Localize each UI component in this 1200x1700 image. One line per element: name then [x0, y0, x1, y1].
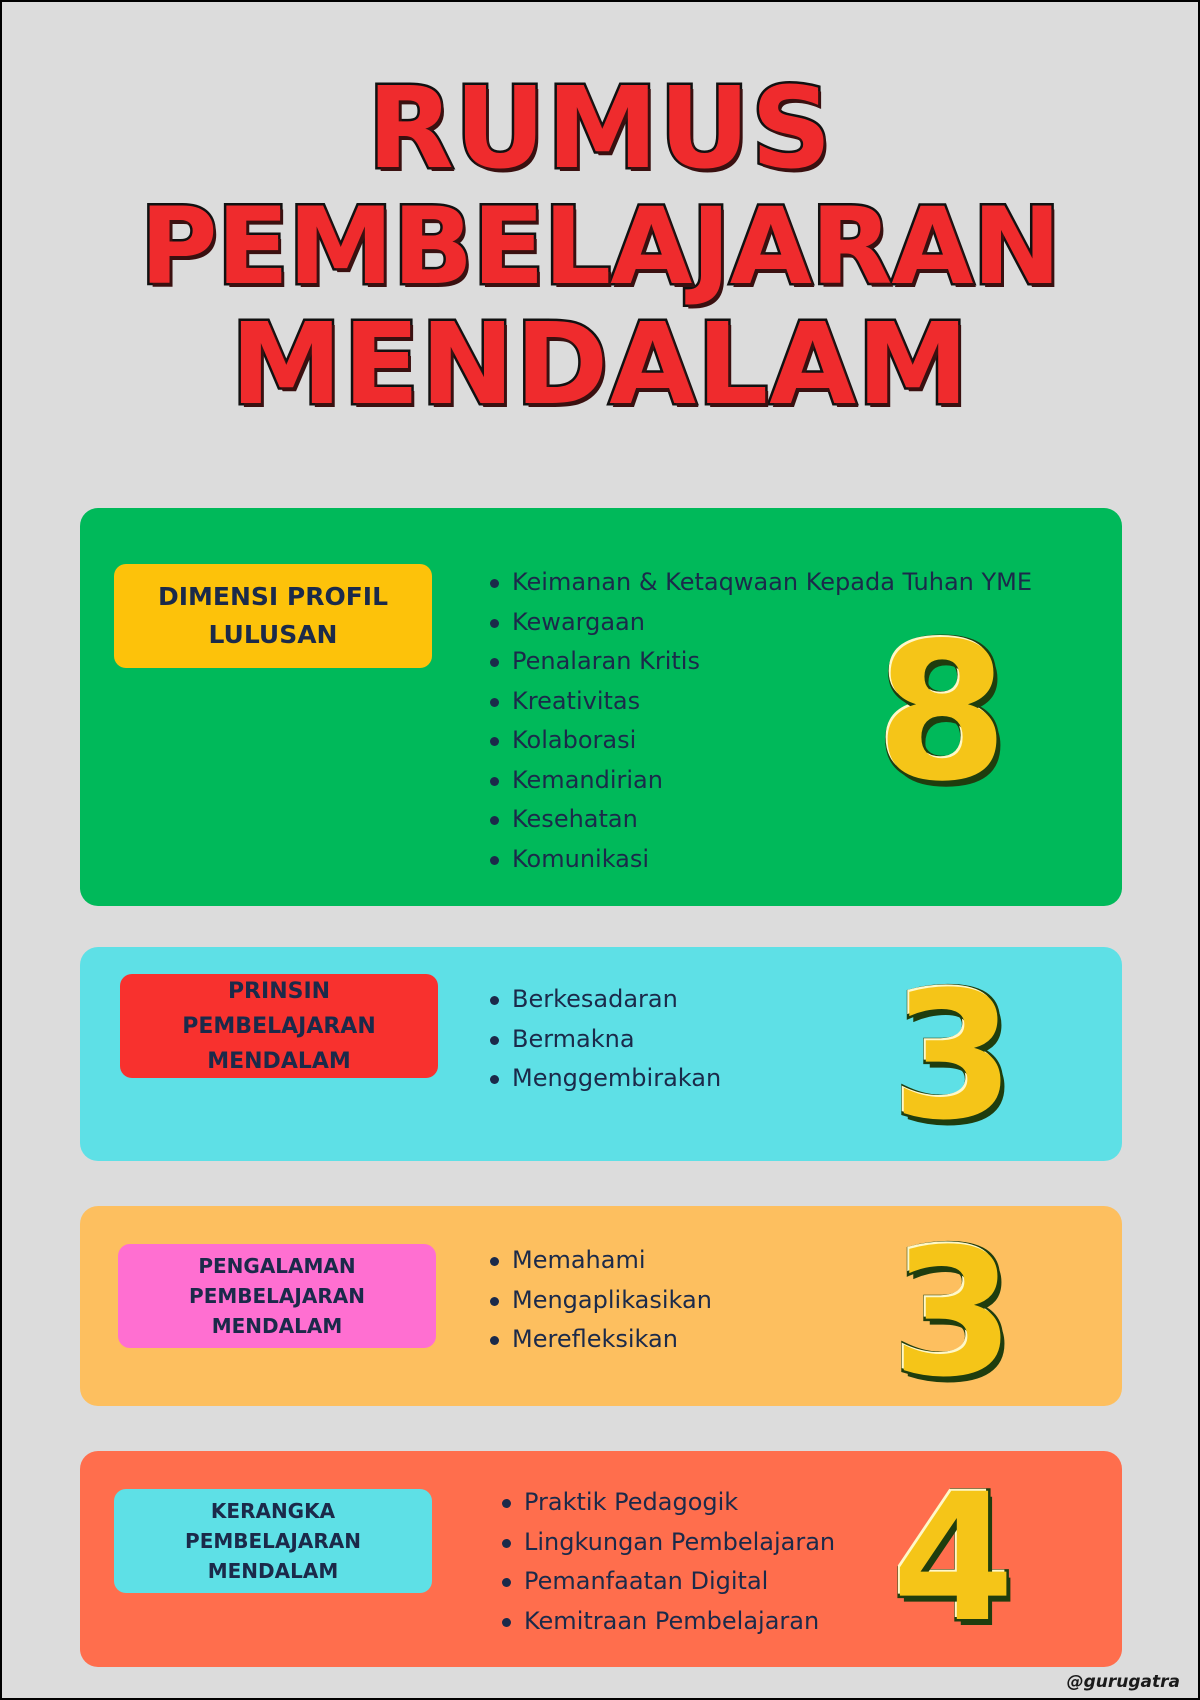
title-block [2, 64, 1198, 430]
section-label: PENGALAMAN PEMBELAJARAN MENDALAM [118, 1244, 436, 1348]
bullet-dot [502, 1578, 511, 1587]
bullet-dot [490, 816, 499, 825]
list-item [490, 980, 721, 1020]
bullet-dot [490, 1036, 499, 1045]
count-number: 8 [876, 602, 1009, 823]
list-item-text: Mengaplikasikan [512, 1285, 712, 1314]
list-item [502, 1602, 835, 1642]
bullet-dot [490, 777, 499, 786]
count-number: 3 [892, 954, 1015, 1159]
list-item-text: Memahami [512, 1246, 646, 1274]
list-item-text: Praktik Pedagogik [524, 1488, 739, 1516]
section-prinsip-pembelajaran [80, 947, 1122, 1161]
section-pengalaman-pembelajaran [80, 1206, 1122, 1416]
list-item-text: Merefleksikan [512, 1325, 678, 1353]
item-list [490, 980, 721, 1099]
title-line-3: MENDALAM [230, 300, 970, 430]
section-label: PRINSIN PEMBELAJARAN MENDALAM [120, 974, 438, 1078]
list-item-text: Menggembirakan [512, 1064, 722, 1092]
bullet-dot [490, 698, 499, 707]
list-item [490, 1320, 712, 1360]
list-item [490, 1020, 721, 1060]
list-item-text: Lingkungan Pembelajaran [524, 1527, 836, 1556]
list-item-text: Bermakna [512, 1024, 635, 1053]
bullet-dot [490, 579, 499, 588]
list-item-text: Kewargaan [512, 607, 645, 636]
item-list [490, 1241, 712, 1360]
list-item [502, 1562, 835, 1602]
bullet-dot [490, 996, 499, 1005]
section-label: DIMENSI PROFIL LULUSAN [114, 564, 432, 668]
list-item-text: Kesehatan [512, 805, 638, 833]
section-dimensi-profil-lulusan [80, 508, 1122, 906]
title-line-2: PEMBELAJARAN [139, 185, 1061, 308]
bullet-dot [490, 619, 499, 628]
item-list [502, 1483, 835, 1641]
list-item-text: Kolaborasi [512, 726, 637, 754]
bullet-dot [490, 1257, 499, 1266]
list-item-text: Kemandirian [512, 765, 663, 794]
bullet-dot [502, 1618, 511, 1627]
title-line-1: RUMUS [367, 64, 833, 194]
list-item [502, 1523, 835, 1563]
bullet-dot [502, 1539, 511, 1548]
bullet-dot [502, 1499, 511, 1508]
infographic-page [2, 2, 1198, 1698]
bullet-dot [490, 658, 499, 667]
list-item [490, 1059, 721, 1099]
list-item-text: Berkesadaran [512, 985, 678, 1013]
bullet-dot [490, 1297, 499, 1306]
list-item [490, 840, 1032, 880]
list-item-text: Pemanfaatan Digital [524, 1567, 769, 1595]
list-item-text: Kemitraan Pembelajaran [524, 1606, 820, 1635]
count-number: 4 [892, 1456, 1015, 1661]
list-item [502, 1483, 835, 1523]
bullet-dot [490, 1075, 499, 1084]
list-item-text: Komunikasi [512, 844, 650, 873]
list-item-text: Keimanan & Ketaqwaan Kepada Tuhan YME [512, 568, 1033, 596]
watermark: @gurugatra [1066, 1672, 1180, 1692]
bullet-dot [490, 1336, 499, 1345]
list-item [490, 1281, 712, 1321]
list-item [490, 1241, 712, 1281]
section-kerangka-pembelajaran [80, 1451, 1122, 1667]
list-item-text: Kreativitas [512, 686, 641, 715]
bullet-dot [490, 856, 499, 865]
list-item-text: Penalaran Kritis [512, 647, 700, 675]
list-item [490, 563, 1032, 603]
count-number: 3 [892, 1211, 1015, 1416]
bullet-dot [490, 737, 499, 746]
section-label: KERANGKA PEMBELAJARAN MENDALAM [114, 1489, 432, 1593]
